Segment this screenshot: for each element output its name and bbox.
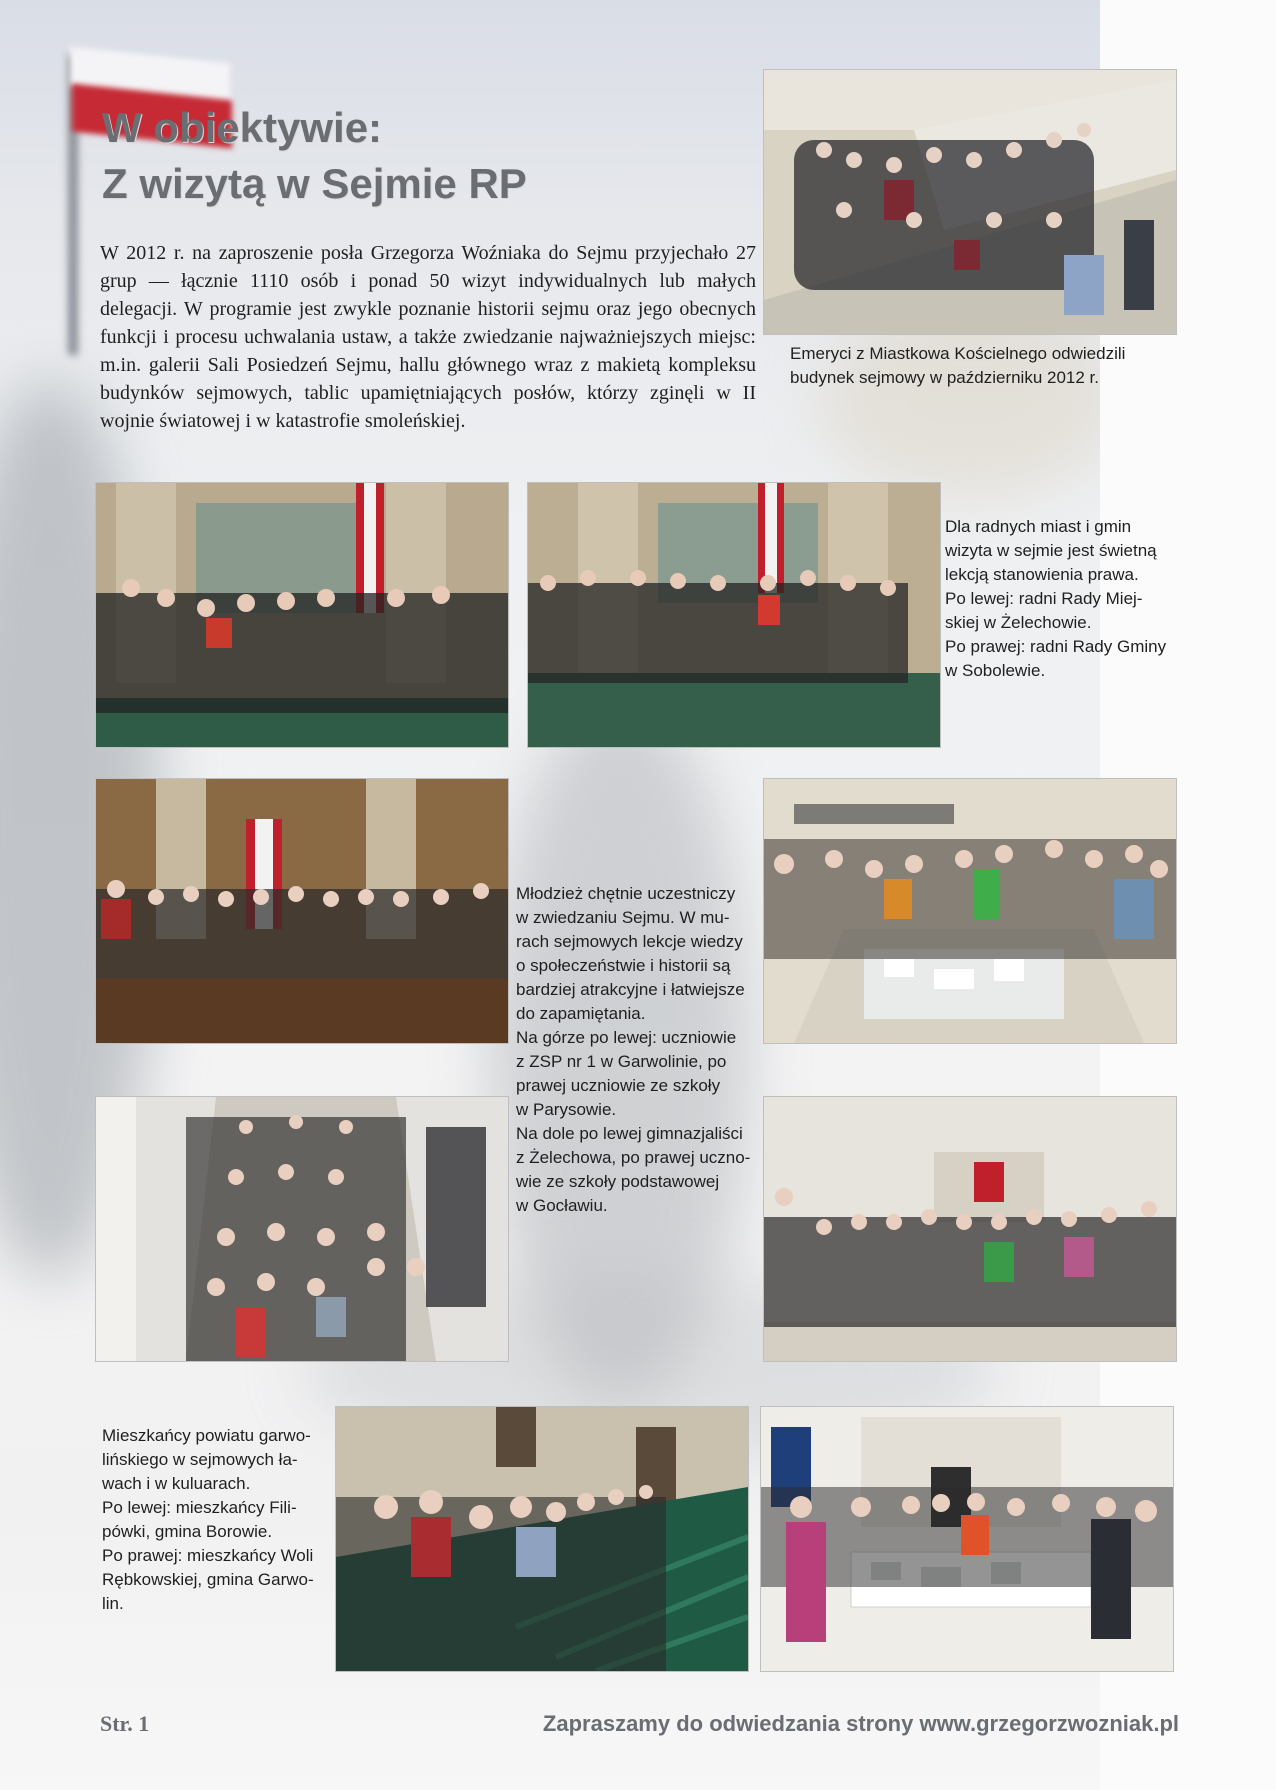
photo-students-parysow (763, 778, 1177, 1044)
caption-line: Na dole po lewej gimnazjaliści (516, 1124, 743, 1143)
article-title (102, 100, 622, 212)
caption-line: Po lewej: mieszkańcy Fili- (102, 1498, 297, 1517)
caption-seniors (790, 342, 1170, 390)
caption-line: o społeczeństwie i historii są (516, 956, 731, 975)
caption-youth (516, 882, 766, 1218)
caption-line: wie ze szkoły podstawowej (516, 1172, 720, 1191)
caption-line: Po prawej: radni Rady Gminy (945, 637, 1167, 656)
caption-line: z Żelechowa, po prawej uczno- (516, 1148, 751, 1167)
caption-line: Emeryci z Miastkowa Kościelnego odwiedzili (790, 344, 1126, 363)
intro-paragraph: W 2012 r. na zaproszenie posła Grzegorza Woźniaka do Sejmu przyjechało 27 grup — łącznie 1110 osób i ponad 50 wizyt indywidualnych lub małych delegacji. W programie jest zwykle poznanie historii sejmu oraz jego obecnych funkcji i procesu uchwalania ustaw, a także zwiedzanie najważniejszych miejsc: m.in. galerii Sali Posiedzeń Sejmu, hallu głównego wraz z makietą kompleksu budynków sejmowych, tablic upamiętniających posłów, którzy zginęli w II wojnie światowej i w katastrofie smoleńskiej. (100, 242, 756, 432)
caption-residents (102, 1424, 332, 1616)
caption-line: Po prawej: mieszkańcy Woli (102, 1546, 314, 1565)
caption-line: Rębkowskiej, gmina Garwo- (102, 1570, 314, 1589)
photo-councillors-sobolew (527, 482, 941, 748)
caption-line: Dla radnych miast i gmin (945, 517, 1132, 536)
caption-line: lekcją stanowienia prawa. (945, 565, 1139, 584)
caption-line: z ZSP nr 1 w Garwolinie, po (516, 1052, 727, 1071)
photo-residents-wola-rebkowska (760, 1406, 1174, 1672)
caption-line: Na górze po lewej: uczniowie (516, 1028, 737, 1047)
caption-line: budynek sejmowy w październiku 2012 r. (790, 368, 1099, 387)
caption-line: pówki, gmina Borowie. (102, 1522, 273, 1541)
title-line-2: Z wizytą w Sejmie RP (102, 160, 527, 207)
caption-line: bardziej atrakcyjne i łatwiejsze (516, 980, 745, 999)
title-line-1: W obiektywie: (102, 104, 383, 151)
footer-website-invite: Zapraszamy do odwiedzania strony www.grzegorzwozniak.pl (542, 1711, 1179, 1736)
caption-line: do zapamiętania. (516, 1004, 646, 1023)
caption-line: wach i w kuluarach. (102, 1474, 251, 1493)
caption-line: Po lewej: radni Rady Miej- (945, 589, 1143, 608)
photo-seniors-staircase (763, 69, 1177, 335)
photo-councillors-zelechow (95, 482, 509, 748)
caption-line: prawej uczniowie ze szkoły (516, 1076, 721, 1095)
caption-line: Młodzież chętnie uczestniczy (516, 884, 736, 903)
caption-line: w Gocławiu. (516, 1196, 608, 1215)
caption-line: lin. (102, 1594, 124, 1613)
caption-line: skiej w Żelechowie. (945, 613, 1092, 632)
photo-students-zelechow-stairs (95, 1096, 509, 1362)
caption-line: Mieszkańcy powiatu garwo- (102, 1426, 311, 1445)
caption-line: w Sobolewie. (945, 661, 1046, 680)
photo-students-garwolin (95, 778, 509, 1044)
caption-line: rach sejmowych lekcje wiedzy (516, 932, 743, 951)
caption-line: lińskiego w sejmowych ła- (102, 1450, 298, 1469)
caption-line: wizyta w sejmie jest świetną (945, 541, 1157, 560)
caption-line: w Parysowie. (516, 1100, 617, 1119)
photo-residents-filipowka (335, 1406, 749, 1672)
photo-students-goclaw (763, 1096, 1177, 1362)
caption-line: w zwiedzaniu Sejmu. W mu- (516, 908, 730, 927)
caption-councillors (945, 515, 1185, 683)
page-number: Str. 1 (100, 1711, 150, 1736)
